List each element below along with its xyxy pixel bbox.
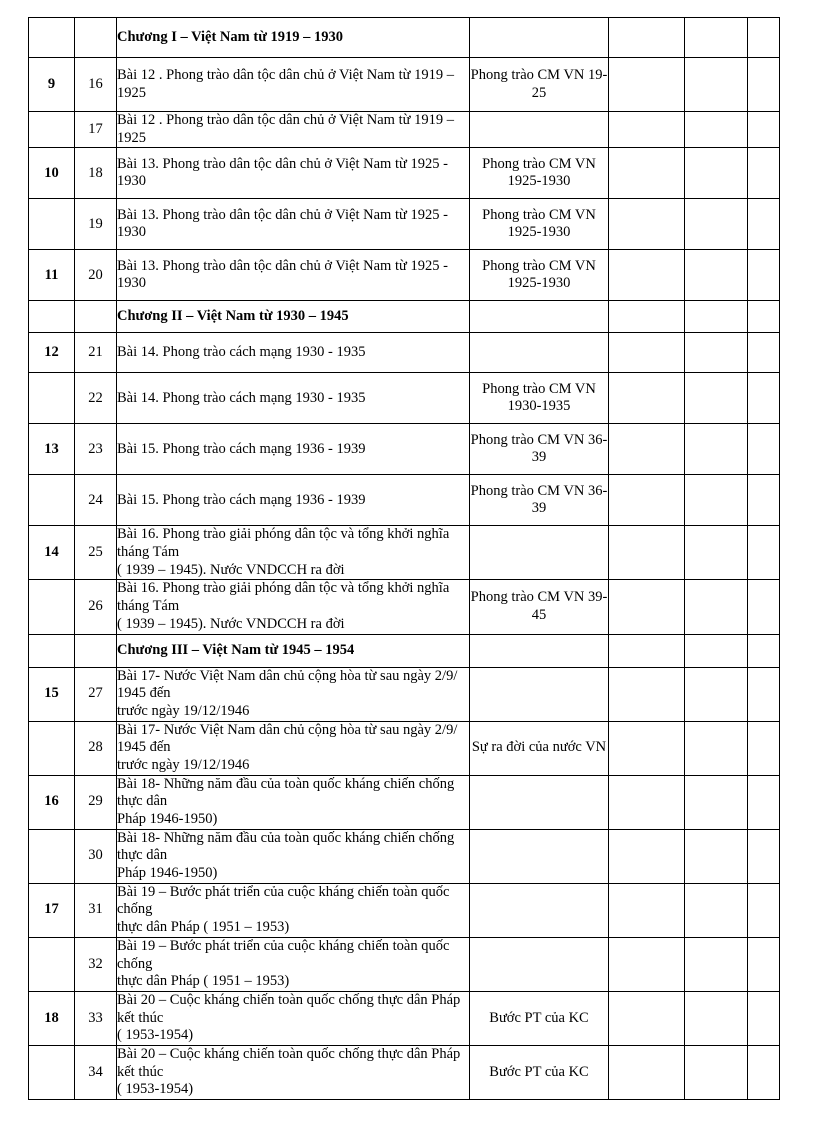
week-cell: 13 — [29, 424, 75, 475]
period-cell — [75, 18, 117, 58]
lesson-line: Bài 15. Phong trào cách mạng 1936 - 1939 — [117, 491, 366, 508]
table-row — [29, 1045, 780, 1099]
lesson-line: Bài 14. Phong trào cách mạng 1930 - 1935 — [117, 389, 366, 406]
lesson-line: ( 1953-1954) — [117, 1081, 194, 1098]
note-cell — [470, 148, 609, 199]
lesson-line: Bài 17- Nước Việt Nam dân chủ cộng hòa từ sau ngày 2/9/ 1945 đến — [117, 721, 458, 756]
period-cell: 31 — [75, 883, 117, 937]
empty-cell — [748, 667, 780, 721]
empty-cell — [685, 634, 748, 667]
lesson-cell — [117, 58, 470, 112]
week-cell — [29, 937, 75, 991]
note-line: Phong trào CM VN 19- — [470, 66, 608, 83]
empty-cell — [609, 526, 685, 580]
table-row — [29, 199, 780, 250]
empty-cell — [685, 883, 748, 937]
table-row — [29, 526, 780, 580]
note-line: Phong trào CM VN — [482, 206, 596, 223]
week-cell: 9 — [29, 58, 75, 112]
period-cell: 25 — [75, 526, 117, 580]
lesson-line: Bài 13. Phong trào dân tộc dân chủ ở Việt Nam từ 1925 - 1930 — [117, 257, 448, 292]
table-row — [29, 775, 780, 829]
lesson-line: thực dân Pháp ( 1951 – 1953) — [117, 919, 290, 936]
note-cell — [470, 775, 609, 829]
lesson-cell — [117, 883, 470, 937]
lesson-cell — [117, 112, 470, 148]
empty-cell — [748, 883, 780, 937]
empty-cell — [609, 373, 685, 424]
lesson-line: Bài 19 – Bước phát triển của cuộc kháng chiến toàn quốc chống — [117, 937, 450, 972]
note-line: 45 — [531, 606, 547, 623]
empty-cell — [609, 1045, 685, 1099]
empty-cell — [748, 580, 780, 634]
lesson-line: Bài 17- Nước Việt Nam dân chủ cộng hòa từ sau ngày 2/9/ 1945 đến — [117, 667, 458, 702]
lesson-line: Bài 12 . Phong trào dân tộc dân chủ ở Việt Nam từ 1919 – 1925 — [117, 66, 454, 101]
period-cell: 19 — [75, 199, 117, 250]
empty-cell — [748, 112, 780, 148]
week-cell: 18 — [29, 991, 75, 1045]
empty-cell — [748, 937, 780, 991]
note-cell — [470, 18, 609, 58]
empty-cell — [609, 721, 685, 775]
lesson-cell — [117, 829, 470, 883]
empty-cell — [685, 475, 748, 526]
chapter-title-cell — [117, 18, 470, 58]
week-cell — [29, 475, 75, 526]
empty-cell — [685, 580, 748, 634]
lesson-line: Bài 13. Phong trào dân tộc dân chủ ở Việt Nam từ 1925 - 1930 — [117, 206, 448, 241]
empty-cell — [609, 301, 685, 333]
empty-cell — [609, 424, 685, 475]
note-line: Bước PT của KC — [489, 1009, 589, 1026]
lesson-line: Bài 14. Phong trào cách mạng 1930 - 1935 — [117, 344, 366, 361]
empty-cell — [685, 250, 748, 301]
empty-cell — [609, 250, 685, 301]
week-cell: 14 — [29, 526, 75, 580]
period-cell: 17 — [75, 112, 117, 148]
note-line: 1930-1935 — [507, 398, 571, 415]
empty-cell — [685, 526, 748, 580]
table-row — [29, 333, 780, 373]
period-cell: 16 — [75, 58, 117, 112]
chapter-title: Chương II – Việt Nam từ 1930 – 1945 — [117, 308, 349, 325]
table-row — [29, 424, 780, 475]
empty-cell — [609, 112, 685, 148]
empty-cell — [609, 333, 685, 373]
lesson-line: ( 1939 – 1945). Nước VNDCCH ra đời — [117, 615, 345, 632]
period-cell: 32 — [75, 937, 117, 991]
empty-cell — [748, 250, 780, 301]
note-line: Phong trào CM VN — [482, 155, 596, 172]
empty-cell — [609, 667, 685, 721]
empty-cell — [748, 333, 780, 373]
period-cell: 27 — [75, 667, 117, 721]
note-cell — [470, 883, 609, 937]
period-cell: 33 — [75, 991, 117, 1045]
table-row — [29, 112, 780, 148]
note-cell — [470, 112, 609, 148]
empty-cell — [685, 18, 748, 58]
note-cell — [470, 58, 609, 112]
lesson-line: Bài 16. Phong trào giải phóng dân tộc và tổng khởi nghĩa tháng Tám — [117, 580, 450, 615]
empty-cell — [748, 301, 780, 333]
note-line: 39 — [531, 449, 547, 466]
note-cell — [470, 199, 609, 250]
empty-cell — [685, 58, 748, 112]
lesson-cell — [117, 1045, 470, 1099]
period-cell: 28 — [75, 721, 117, 775]
week-cell: 16 — [29, 775, 75, 829]
empty-cell — [609, 775, 685, 829]
note-cell — [470, 526, 609, 580]
table-row — [29, 667, 780, 721]
note-cell — [470, 991, 609, 1045]
week-cell: 17 — [29, 883, 75, 937]
period-cell: 21 — [75, 333, 117, 373]
period-cell — [75, 634, 117, 667]
note-cell — [470, 1045, 609, 1099]
empty-cell — [748, 424, 780, 475]
note-cell — [470, 301, 609, 333]
note-line: 25 — [531, 84, 547, 101]
period-cell: 26 — [75, 580, 117, 634]
note-line: Phong trào CM VN 36- — [470, 431, 608, 448]
empty-cell — [685, 112, 748, 148]
note-line: 1925-1930 — [507, 224, 571, 241]
lesson-cell — [117, 333, 470, 373]
empty-cell — [685, 829, 748, 883]
week-cell: 15 — [29, 667, 75, 721]
empty-cell — [685, 333, 748, 373]
table-row — [29, 58, 780, 112]
chapter-row — [29, 301, 780, 333]
empty-cell — [685, 424, 748, 475]
note-line: Phong trào CM VN — [482, 257, 596, 274]
lesson-cell — [117, 721, 470, 775]
table-row — [29, 580, 780, 634]
empty-cell — [748, 829, 780, 883]
table-row — [29, 475, 780, 526]
period-cell: 20 — [75, 250, 117, 301]
schedule-body — [29, 18, 780, 1100]
lesson-cell — [117, 148, 470, 199]
table-row — [29, 148, 780, 199]
note-cell — [470, 475, 609, 526]
empty-cell — [685, 148, 748, 199]
period-cell: 30 — [75, 829, 117, 883]
note-cell — [470, 721, 609, 775]
lesson-line: Bài 18- Những năm đầu của toàn quốc kháng chiến chống thực dân — [117, 829, 455, 864]
week-cell — [29, 18, 75, 58]
lesson-cell — [117, 526, 470, 580]
period-cell: 23 — [75, 424, 117, 475]
chapter-title: Chương I – Việt Nam từ 1919 – 1930 — [117, 28, 344, 45]
empty-cell — [609, 148, 685, 199]
note-cell — [470, 373, 609, 424]
lesson-line: Pháp 1946-1950) — [117, 811, 218, 827]
chapter-title: Chương III – Việt Nam từ 1945 – 1954 — [117, 641, 355, 658]
week-cell — [29, 829, 75, 883]
lesson-cell — [117, 250, 470, 301]
lesson-cell — [117, 667, 470, 721]
empty-cell — [685, 373, 748, 424]
empty-cell — [685, 937, 748, 991]
empty-cell — [609, 937, 685, 991]
table-row — [29, 883, 780, 937]
lesson-line: Bài 13. Phong trào dân tộc dân chủ ở Việt Nam từ 1925 - 1930 — [117, 155, 448, 190]
note-line: Sự ra đời của nước VN — [471, 739, 607, 756]
week-cell — [29, 1045, 75, 1099]
chapter-title-cell — [117, 301, 470, 333]
lesson-cell — [117, 991, 470, 1045]
empty-cell — [748, 18, 780, 58]
lesson-line: thực dân Pháp ( 1951 – 1953) — [117, 973, 290, 990]
schedule-table — [28, 17, 780, 1100]
lesson-cell — [117, 373, 470, 424]
empty-cell — [609, 58, 685, 112]
week-cell — [29, 199, 75, 250]
empty-cell — [609, 199, 685, 250]
note-cell — [470, 333, 609, 373]
week-cell — [29, 580, 75, 634]
week-cell — [29, 721, 75, 775]
table-row — [29, 937, 780, 991]
note-line: 1925-1930 — [507, 173, 571, 190]
period-cell — [75, 301, 117, 333]
chapter-row — [29, 634, 780, 667]
week-cell — [29, 634, 75, 667]
empty-cell — [609, 634, 685, 667]
lesson-line: ( 1953-1954) — [117, 1027, 194, 1044]
period-cell: 24 — [75, 475, 117, 526]
lesson-line: Bài 19 – Bước phát triển của cuộc kháng chiến toàn quốc chống — [117, 883, 450, 918]
note-cell — [470, 250, 609, 301]
empty-cell — [748, 1045, 780, 1099]
table-row — [29, 991, 780, 1045]
note-cell — [470, 424, 609, 475]
note-line: Phong trào CM VN 39- — [470, 589, 608, 606]
empty-cell — [748, 721, 780, 775]
lesson-cell — [117, 475, 470, 526]
empty-cell — [748, 58, 780, 112]
week-cell: 10 — [29, 148, 75, 199]
chapter-title-cell — [117, 634, 470, 667]
lesson-cell — [117, 580, 470, 634]
note-line: 39 — [531, 500, 547, 517]
empty-cell — [609, 991, 685, 1045]
lesson-line: Bài 20 – Cuộc kháng chiến toàn quốc chống thực dân Pháp kết thúc — [117, 991, 461, 1026]
lesson-line: Bài 16. Phong trào giải phóng dân tộc và tổng khởi nghĩa tháng Tám — [117, 526, 450, 561]
week-cell — [29, 301, 75, 333]
lesson-cell — [117, 199, 470, 250]
empty-cell — [748, 475, 780, 526]
lesson-cell — [117, 775, 470, 829]
empty-cell — [748, 634, 780, 667]
lesson-cell — [117, 424, 470, 475]
note-line: Bước PT của KC — [489, 1063, 589, 1080]
week-cell — [29, 112, 75, 148]
empty-cell — [609, 883, 685, 937]
note-cell — [470, 580, 609, 634]
lesson-line: trước ngày 19/12/1946 — [117, 756, 250, 773]
note-cell — [470, 667, 609, 721]
period-cell: 29 — [75, 775, 117, 829]
empty-cell — [748, 775, 780, 829]
note-cell — [470, 634, 609, 667]
note-cell — [470, 937, 609, 991]
note-line: Phong trào CM VN 36- — [470, 482, 608, 499]
empty-cell — [609, 475, 685, 526]
note-line: 1925-1930 — [507, 275, 571, 292]
chapter-row — [29, 18, 780, 58]
empty-cell — [748, 526, 780, 580]
empty-cell — [609, 829, 685, 883]
period-cell: 22 — [75, 373, 117, 424]
week-cell: 12 — [29, 333, 75, 373]
table-row — [29, 829, 780, 883]
empty-cell — [685, 1045, 748, 1099]
lesson-cell — [117, 937, 470, 991]
lesson-line: Bài 18- Những năm đầu của toàn quốc kháng chiến chống thực dân — [117, 775, 455, 810]
note-line: Phong trào CM VN — [482, 380, 596, 397]
empty-cell — [685, 199, 748, 250]
empty-cell — [685, 991, 748, 1045]
table-row — [29, 250, 780, 301]
empty-cell — [609, 18, 685, 58]
lesson-line: Pháp 1946-1950) — [117, 865, 218, 882]
empty-cell — [685, 721, 748, 775]
lesson-line: Bài 15. Phong trào cách mạng 1936 - 1939 — [117, 440, 366, 457]
note-cell — [470, 829, 609, 883]
period-cell: 34 — [75, 1045, 117, 1099]
empty-cell — [748, 991, 780, 1045]
empty-cell — [685, 667, 748, 721]
lesson-line: ( 1939 – 1945). Nước VNDCCH ra đời — [117, 561, 345, 578]
empty-cell — [685, 301, 748, 333]
week-cell — [29, 373, 75, 424]
lesson-line: trước ngày 19/12/1946 — [117, 702, 250, 719]
lesson-line: Bài 12 . Phong trào dân tộc dân chủ ở Việt Nam từ 1919 – 1925 — [117, 112, 454, 146]
period-cell: 18 — [75, 148, 117, 199]
week-cell: 11 — [29, 250, 75, 301]
empty-cell — [609, 580, 685, 634]
empty-cell — [748, 199, 780, 250]
table-row — [29, 721, 780, 775]
empty-cell — [685, 775, 748, 829]
empty-cell — [748, 148, 780, 199]
empty-cell — [748, 373, 780, 424]
lesson-line: Bài 20 – Cuộc kháng chiến toàn quốc chống thực dân Pháp kết thúc — [117, 1045, 461, 1080]
table-row — [29, 373, 780, 424]
